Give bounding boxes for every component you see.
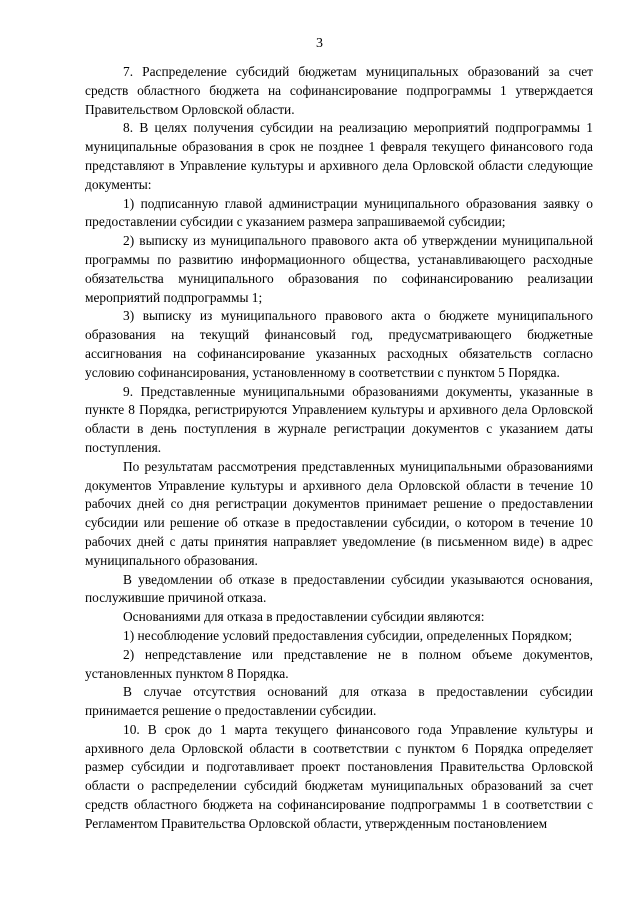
paragraph-8-item-2: 2) выписку из муниципального правового акта об утверждении муниципальной программы по развитию информационного общества, устанавливающего расходные обязательства муниципального образования по софинансированию реализации мероприятий подпрограммы 1; [85, 233, 593, 305]
refusal-ground-1: 1) несоблюдение условий предоставления субсидии, определенных Порядком; [123, 627, 573, 643]
paragraph-9: 9. Представленные муниципальными образованиями документы, указанные в пункте 8 Порядка, регистрируются Управлением культуры и архивного дела Орловской области в день поступления в журнале регистрации документов с указанием даты поступления. [85, 383, 593, 455]
paragraph-8-item-1: 1) подписанную главой администрации муниципального образования заявку о предоставлении субсидии с указанием размера запрашиваемой субсидии; [85, 195, 593, 230]
paragraph-8-item-3: 3) выписку из муниципального правового акта о бюджете муниципального образования на текущий финансовый год, предусматривающего бюджетные ассигнования на софинансирование указанных расходных обязательств согласно условию софинансирования, установленному в соответствии с пунктом 5 Порядка. [85, 308, 593, 380]
paragraph-10: 10. В срок до 1 марта текущего финансового года Управление культуры и архивного дела Орловской области в соответствии с пунктом 6 Порядка определяет размер субсидии и подготавливает проект постановления Правительства Орловской области о распределении субсидий бюджетам муниципальных образований за счет средств областного бюджета на софинансирование подпрограммы 1 в соответствии с Регламентом Правительства Орловской области, утвержденным постановлением [85, 721, 593, 831]
refusal-ground-2: 2) непредставление или представление не в полном объеме документов, установленных пунктом 8 Порядка. [85, 646, 593, 681]
page-number: 3 [316, 36, 323, 51]
paragraph-9-approval: В случае отсутствия оснований для отказа в предоставлении субсидии принимается решение о предоставлении субсидии. [85, 684, 593, 719]
paragraph-9-refusal-grounds: Основаниями для отказа в предоставлении субсидии являются: [123, 609, 485, 625]
paragraph-9-review: По результатам рассмотрения представленных муниципальными образованиями документов Управление культуры и архивного дела Орловской области в течение 10 рабочих дней со дня регистрации документов принимает решение о предоставлении субсидии или решение об отказе в предоставлении субсидии, о котором в течение 10 рабочих дней с даты принятия направляет уведомление (в письменном виде) в адрес муниципального образования. [85, 458, 593, 568]
paragraph-8: 8. В целях получения субсидии на реализацию мероприятий подпрограммы 1 муниципальные образования в срок не позднее 1 февраля текущего финансового года представляют в Управление культуры и архивного дела Орловской области следующие документы: [85, 120, 593, 192]
paragraph-9-refusal-notice: В уведомлении об отказе в предоставлении субсидии указываются основания, послужившие причиной отказа. [85, 571, 593, 606]
paragraph-7: 7. Распределение субсидий бюджетам муниципальных образований за счет средств областного бюджета на софинансирование подпрограммы 1 утверждается Правительством Орловской области. [85, 64, 593, 117]
document-body [85, 63, 593, 834]
